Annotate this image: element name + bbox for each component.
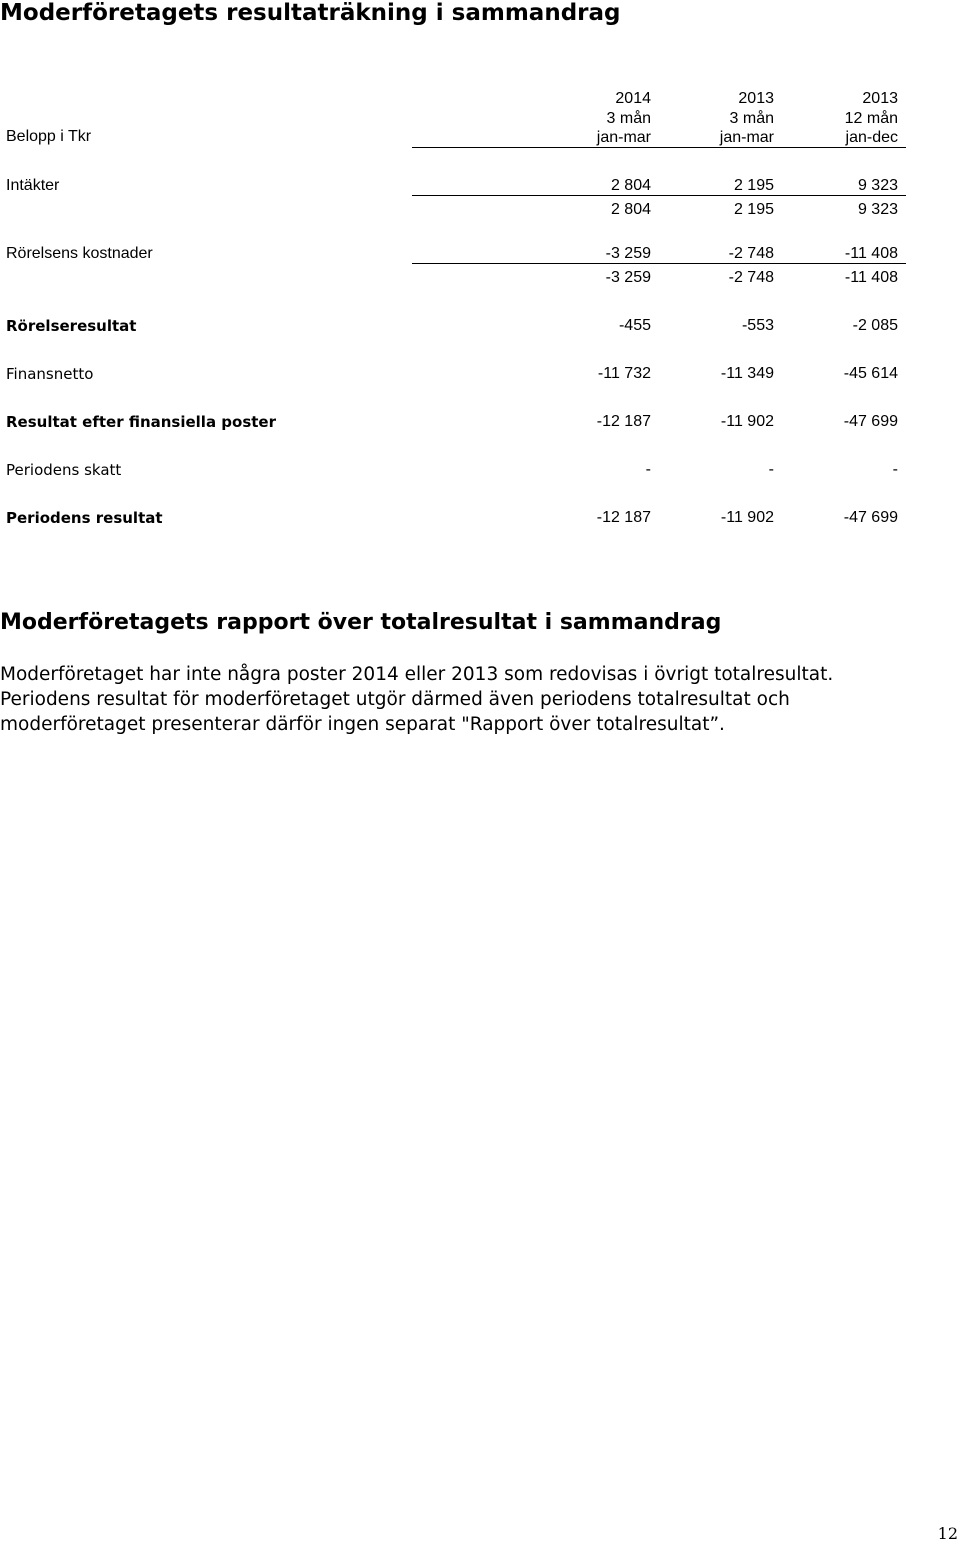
value-2013-q1: -11 902 — [720, 413, 774, 430]
value-2013-full-year: -11 408 — [844, 269, 898, 286]
row-label: Finansnetto — [6, 365, 94, 383]
value-2013-full-year: -2 085 — [852, 317, 898, 334]
value-2013-q1: - — [768, 461, 774, 478]
value-2013-q1: -11 349 — [720, 365, 774, 382]
paragraph-line: moderföretaget presenterar därför ingen separat "Rapport över totalresultat”. — [0, 714, 725, 735]
value-2013-full-year: -45 614 — [843, 365, 898, 382]
value-2014-q1: 2 804 — [610, 201, 651, 218]
value-2014-q1: -12 187 — [596, 509, 651, 526]
header-divider — [412, 147, 906, 148]
paragraph-line: Moderföretaget har inte några poster 2014 eller 2013 som redovisas i övrigt totalresultat. — [0, 664, 834, 685]
section-title: Moderföretagets rapport över totalresultat i sammandrag — [0, 610, 722, 635]
value-2013-full-year: 9 323 — [857, 177, 898, 194]
value-2013-q1: 2 195 — [733, 177, 774, 194]
column-year: 2013 — [738, 90, 774, 107]
column-range: jan-mar — [596, 129, 651, 146]
row-label: Intäkter — [6, 177, 60, 194]
table-row-periodens-skatt — [0, 460, 960, 480]
column-header-2013-q1 — [720, 89, 774, 148]
value-2014-q1: -11 732 — [597, 365, 651, 382]
subtotal-divider — [412, 263, 906, 264]
value-2014-q1: 2 804 — [610, 177, 651, 194]
value-2013-full-year: -47 699 — [843, 413, 898, 430]
page-number: 12 — [937, 1524, 958, 1543]
row-label: Rörelsens kostnader — [6, 245, 153, 262]
table-row-rorelseresultat — [0, 316, 960, 336]
row-label: Periodens skatt — [6, 461, 122, 479]
column-year: 2013 — [862, 90, 898, 107]
value-2013-full-year: -47 699 — [843, 509, 898, 526]
value-2014-q1: -12 187 — [596, 413, 651, 430]
value-2013-full-year: 9 323 — [857, 201, 898, 218]
column-range: jan-dec — [845, 129, 898, 146]
amount-unit-label: Belopp i Tkr — [6, 128, 92, 145]
value-2014-q1: -455 — [618, 317, 651, 334]
page-title: Moderföretagets resultaträkning i sammandrag — [0, 0, 621, 26]
section-paragraph — [0, 662, 930, 737]
column-header-2014-q1 — [597, 89, 651, 148]
value-2013-q1: -2 748 — [728, 269, 774, 286]
value-2013-q1: -11 902 — [720, 509, 774, 526]
value-2013-q1: -2 748 — [728, 245, 774, 262]
table-row-kostnader-subtotal — [0, 268, 960, 288]
paragraph-line: Periodens resultat för moderföretaget utgör därmed även periodens totalresultat och — [0, 689, 790, 710]
column-period: 12 mån — [844, 109, 898, 127]
row-label: Rörelseresultat — [6, 317, 137, 335]
value-2014-q1: - — [645, 461, 651, 478]
table-row-intakter-subtotal — [0, 200, 960, 220]
value-2014-q1: -3 259 — [605, 245, 651, 262]
table-row-rorelsens-kostnader — [0, 244, 960, 264]
column-header-2013-full-year — [845, 89, 898, 148]
table-row-periodens-resultat — [0, 508, 960, 528]
column-range: jan-mar — [719, 129, 774, 146]
subtotal-divider — [412, 195, 906, 196]
row-label: Resultat efter finansiella poster — [6, 413, 276, 431]
table-row-finansnetto — [0, 364, 960, 384]
table-row-intakter — [0, 176, 960, 196]
value-2014-q1: -3 259 — [605, 269, 651, 286]
row-label: Periodens resultat — [6, 509, 163, 527]
table-row-resultat-efter-finansiella-poster — [0, 412, 960, 432]
value-2013-q1: 2 195 — [733, 201, 774, 218]
value-2013-q1: -553 — [741, 317, 774, 334]
value-2013-full-year: - — [892, 461, 898, 478]
value-2013-full-year: -11 408 — [844, 245, 898, 262]
column-period: 3 mån — [606, 109, 651, 127]
column-period: 3 mån — [729, 109, 774, 127]
column-year: 2014 — [615, 90, 651, 107]
